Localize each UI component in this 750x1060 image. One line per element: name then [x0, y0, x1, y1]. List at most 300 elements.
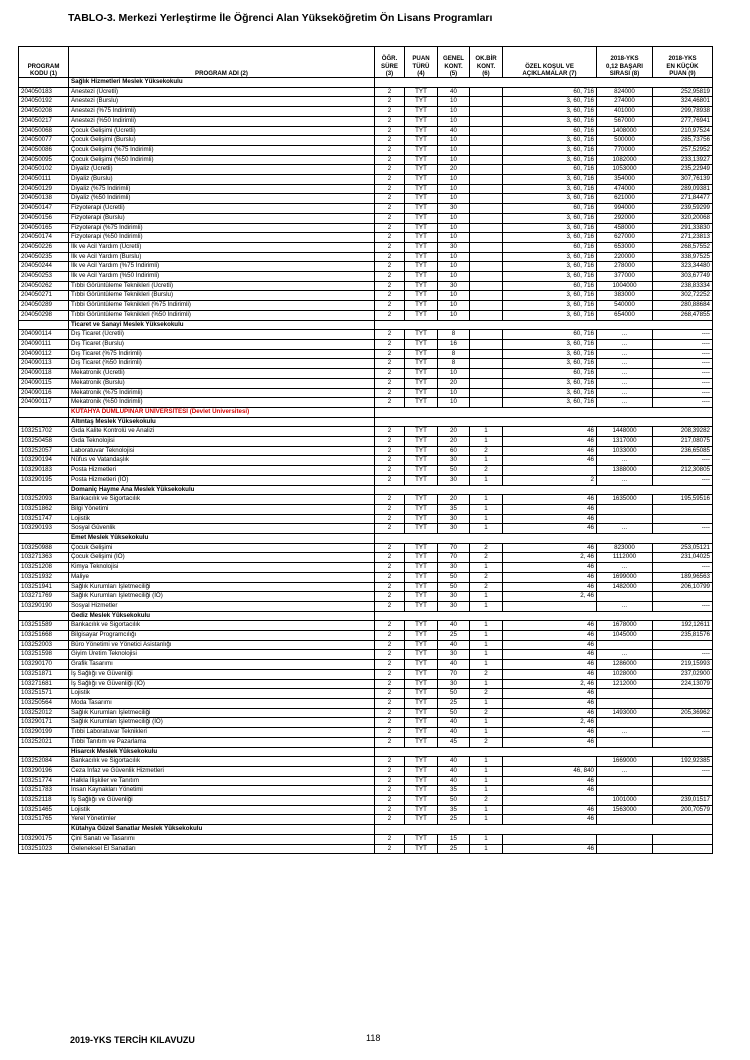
program-name: İlk ve Acil Yardım (%75 İndirimli) [69, 262, 375, 272]
table-row [19, 204, 713, 214]
program-code: 204090111 [19, 339, 69, 349]
success-rank: ... [597, 650, 653, 660]
program-name: Nüfus ve Vatandaşlık [69, 456, 375, 466]
special-conditions: 46 [503, 582, 597, 592]
general-quota: 70 [438, 669, 470, 679]
top-student-quota: 2 [470, 737, 503, 747]
duration: 2 [375, 796, 405, 806]
score-type: TYT [405, 504, 438, 514]
special-conditions: 46 [503, 640, 597, 650]
program-name: Laboratuvar Teknolojisi [69, 446, 375, 456]
success-rank: 994000 [597, 204, 653, 214]
school-name: Sağlık Hizmetleri Meslek Yüksekokulu [69, 78, 375, 88]
program-name: Yerel Yönetimler [69, 815, 375, 825]
program-name: Fizyoterapi (%75 İndirimli) [69, 223, 375, 233]
general-quota: 40 [438, 718, 470, 728]
duration: 2 [375, 213, 405, 223]
duration: 2 [375, 437, 405, 447]
success-rank: 567000 [597, 116, 653, 126]
min-score: ---- [653, 369, 713, 379]
school-name: Altıntaş Meslek Yüksekokulu [69, 417, 375, 427]
program-name: Çocuk Gelişimi (Burslu) [69, 136, 375, 146]
min-score: 324,46801 [653, 97, 713, 107]
success-rank [597, 699, 653, 709]
table-row [19, 242, 713, 252]
score-type: TYT [405, 524, 438, 534]
table-row [19, 223, 713, 233]
general-quota: 30 [438, 601, 470, 611]
header-text: OK.BİR [475, 55, 497, 63]
score-type: TYT [405, 330, 438, 340]
footer-guide-title: 2019-YKS TERCİH KILAVUZU [70, 1035, 195, 1045]
success-rank [597, 737, 653, 747]
program-code: 103290171 [19, 718, 69, 728]
score-type: TYT [405, 679, 438, 689]
score-type: TYT [405, 369, 438, 379]
top-student-quota: 1 [470, 766, 503, 776]
general-quota: 30 [438, 204, 470, 214]
duration: 2 [375, 184, 405, 194]
min-score: ---- [653, 766, 713, 776]
general-quota: 10 [438, 388, 470, 398]
duration: 2 [375, 650, 405, 660]
general-quota: 50 [438, 796, 470, 806]
general-quota: 40 [438, 126, 470, 136]
top-student-quota [470, 349, 503, 359]
score-type: TYT [405, 252, 438, 262]
success-rank: 823000 [597, 543, 653, 553]
special-conditions: 46 [503, 844, 597, 854]
success-rank [597, 815, 653, 825]
special-conditions: 2 [503, 475, 597, 485]
program-name: Çocuk Gelişimi (Ücretli) [69, 126, 375, 136]
special-conditions: 2, 46 [503, 679, 597, 689]
program-code: 103252003 [19, 640, 69, 650]
table-row [19, 427, 713, 437]
duration: 2 [375, 621, 405, 631]
min-score: ---- [653, 349, 713, 359]
header-text: EN KÜÇÜK [666, 62, 699, 70]
min-score [653, 737, 713, 747]
program-code: 103290194 [19, 456, 69, 466]
special-conditions: 2, 46 [503, 718, 597, 728]
score-type: TYT [405, 456, 438, 466]
success-rank [597, 776, 653, 786]
header-text: PROGRAM [27, 62, 60, 70]
success-rank: 1563000 [597, 805, 653, 815]
success-rank: ... [597, 601, 653, 611]
program-name: Çini Sanatı ve Tasarımı [69, 834, 375, 844]
special-conditions: 60, 716 [503, 87, 597, 97]
success-rank: 1112000 [597, 553, 653, 563]
special-conditions [503, 601, 597, 611]
table-row [19, 272, 713, 282]
top-student-quota [470, 165, 503, 175]
general-quota: 10 [438, 301, 470, 311]
min-score: 219,15993 [653, 660, 713, 670]
table-header-row [19, 47, 713, 78]
program-name: Kimya Teknolojisi [69, 563, 375, 573]
program-code: 204050086 [19, 145, 69, 155]
top-student-quota [470, 291, 503, 301]
success-rank: ... [597, 349, 653, 359]
program-code: 204050244 [19, 262, 69, 272]
score-type: TYT [405, 699, 438, 709]
empty-cell [19, 534, 69, 544]
general-quota: 10 [438, 155, 470, 165]
duration: 2 [375, 446, 405, 456]
min-score: 205,36962 [653, 708, 713, 718]
special-conditions [503, 796, 597, 806]
min-score: 299,78938 [653, 107, 713, 117]
general-quota: 30 [438, 524, 470, 534]
top-student-quota: 1 [470, 776, 503, 786]
top-student-quota: 1 [470, 631, 503, 641]
header-text: 2018-YKS [610, 55, 639, 63]
table-row [19, 233, 713, 243]
duration: 2 [375, 330, 405, 340]
duration: 2 [375, 524, 405, 534]
program-name: Bankacılık ve Sigortacılık [69, 757, 375, 767]
score-type: TYT [405, 446, 438, 456]
special-conditions: 46 [503, 660, 597, 670]
program-code: 204050235 [19, 252, 69, 262]
header-text: GENEL [443, 55, 464, 63]
min-score: 338,97525 [653, 252, 713, 262]
empty-cell [19, 407, 69, 417]
score-type: TYT [405, 776, 438, 786]
program-name: Fizyoterapi (%50 İndirimli) [69, 233, 375, 243]
table-row [19, 281, 713, 291]
table-row [19, 728, 713, 738]
program-code: 103251589 [19, 621, 69, 631]
duration: 2 [375, 776, 405, 786]
min-score: 236,65085 [653, 446, 713, 456]
program-code: 103251862 [19, 504, 69, 514]
empty-cell [19, 485, 69, 495]
general-quota: 10 [438, 136, 470, 146]
general-quota: 70 [438, 543, 470, 553]
top-student-quota: 2 [470, 446, 503, 456]
score-type: TYT [405, 97, 438, 107]
table-row [19, 388, 713, 398]
top-student-quota: 1 [470, 456, 503, 466]
header-basari [597, 47, 653, 78]
general-quota: 25 [438, 815, 470, 825]
min-score: 239,59299 [653, 204, 713, 214]
duration: 2 [375, 679, 405, 689]
duration: 2 [375, 136, 405, 146]
table-row [19, 175, 713, 185]
program-code: 103290170 [19, 660, 69, 670]
score-type: TYT [405, 107, 438, 117]
general-quota: 10 [438, 223, 470, 233]
table-row [19, 699, 713, 709]
table-row [19, 553, 713, 563]
top-student-quota [470, 175, 503, 185]
empty-cell [375, 825, 713, 835]
success-rank: 278000 [597, 262, 653, 272]
program-code: 204090115 [19, 378, 69, 388]
table-row [19, 757, 713, 767]
header-text: PUAN (9) [669, 69, 696, 77]
duration: 2 [375, 699, 405, 709]
top-student-quota: 1 [470, 699, 503, 709]
general-quota: 50 [438, 572, 470, 582]
program-name: Tıbbi Laboratuvar Teknikleri [69, 728, 375, 738]
top-student-quota: 1 [470, 679, 503, 689]
general-quota: 70 [438, 553, 470, 563]
min-score: 257,52952 [653, 145, 713, 155]
score-type: TYT [405, 184, 438, 194]
min-score: 208,39282 [653, 427, 713, 437]
success-rank: 1004000 [597, 281, 653, 291]
special-conditions: 3, 60, 716 [503, 145, 597, 155]
min-score: ---- [653, 388, 713, 398]
section-row [19, 78, 713, 88]
university-row [19, 407, 713, 417]
header-text: 0,12 BAŞARI [606, 62, 643, 70]
score-type: TYT [405, 553, 438, 563]
min-score: ---- [653, 359, 713, 369]
success-rank: 621000 [597, 194, 653, 204]
min-score: ---- [653, 650, 713, 660]
min-score [653, 592, 713, 602]
score-type: TYT [405, 339, 438, 349]
score-type: TYT [405, 766, 438, 776]
table-row [19, 563, 713, 573]
header-text: (6) [482, 69, 490, 77]
header-ozel [503, 47, 597, 78]
program-code: 204050156 [19, 213, 69, 223]
min-score: 271,23813 [653, 233, 713, 243]
program-code: 204050298 [19, 310, 69, 320]
top-student-quota: 1 [470, 514, 503, 524]
min-score: ---- [653, 563, 713, 573]
score-type: TYT [405, 116, 438, 126]
score-type: TYT [405, 378, 438, 388]
general-quota: 10 [438, 107, 470, 117]
program-name: Posta Hizmetleri [69, 466, 375, 476]
general-quota: 10 [438, 194, 470, 204]
special-conditions [503, 757, 597, 767]
program-name: Sosyal Güvenlik [69, 524, 375, 534]
program-name: İş Sağlığı ve Güvenliği [69, 669, 375, 679]
score-type: TYT [405, 543, 438, 553]
general-quota: 25 [438, 699, 470, 709]
program-name: Moda Tasarımı [69, 699, 375, 709]
special-conditions: 46 [503, 524, 597, 534]
score-type: TYT [405, 786, 438, 796]
special-conditions: 46 [503, 699, 597, 709]
program-code: 103251023 [19, 844, 69, 854]
special-conditions: 60, 716 [503, 369, 597, 379]
program-code: 103251465 [19, 805, 69, 815]
top-student-quota: 2 [470, 543, 503, 553]
program-code: 204090113 [19, 359, 69, 369]
school-name: Ticaret ve Sanayi Meslek Yüksekokulu [69, 320, 375, 330]
top-student-quota: 2 [470, 553, 503, 563]
top-student-quota [470, 87, 503, 97]
special-conditions: 60, 716 [503, 126, 597, 136]
general-quota: 30 [438, 592, 470, 602]
duration: 2 [375, 834, 405, 844]
special-conditions: 46 [503, 650, 597, 660]
min-score: 291,33830 [653, 223, 713, 233]
program-code: 204050217 [19, 116, 69, 126]
min-score [653, 834, 713, 844]
program-name: Lojistik [69, 805, 375, 815]
table-row [19, 495, 713, 505]
top-student-quota: 2 [470, 708, 503, 718]
min-score: ---- [653, 339, 713, 349]
score-type: TYT [405, 805, 438, 815]
program-name: Sağlık Kurumları İşletmeciliği (İÖ) [69, 718, 375, 728]
success-rank: 1053000 [597, 165, 653, 175]
program-code: 103250458 [19, 437, 69, 447]
table-row [19, 136, 713, 146]
special-conditions: 3, 60, 716 [503, 107, 597, 117]
success-rank: 1388000 [597, 466, 653, 476]
top-student-quota [470, 107, 503, 117]
header-name [69, 47, 375, 78]
success-rank: 770000 [597, 145, 653, 155]
general-quota: 20 [438, 495, 470, 505]
table-row [19, 601, 713, 611]
table-row [19, 737, 713, 747]
general-quota: 35 [438, 786, 470, 796]
top-student-quota [470, 233, 503, 243]
score-type: TYT [405, 796, 438, 806]
duration: 2 [375, 504, 405, 514]
table-row [19, 291, 713, 301]
table-row [19, 165, 713, 175]
score-type: TYT [405, 631, 438, 641]
table-row [19, 815, 713, 825]
min-score [653, 786, 713, 796]
min-score: 320,20068 [653, 213, 713, 223]
program-code: 103290195 [19, 475, 69, 485]
table-row [19, 349, 713, 359]
score-type: TYT [405, 834, 438, 844]
duration: 2 [375, 728, 405, 738]
table-row [19, 631, 713, 641]
table-row [19, 582, 713, 592]
general-quota: 16 [438, 339, 470, 349]
program-code: 204050208 [19, 107, 69, 117]
min-score: 224,13079 [653, 679, 713, 689]
special-conditions: 3, 60, 716 [503, 213, 597, 223]
min-score [653, 514, 713, 524]
special-conditions: 46 [503, 456, 597, 466]
program-code: 204050289 [19, 301, 69, 311]
score-type: TYT [405, 514, 438, 524]
score-type: TYT [405, 175, 438, 185]
table-row [19, 466, 713, 476]
program-code: 103251598 [19, 650, 69, 660]
program-name: İlk ve Acil Yardım (Burslu) [69, 252, 375, 262]
success-rank: 220000 [597, 252, 653, 262]
program-name: Sağlık Kurumları İşletmeciliği [69, 582, 375, 592]
table-row [19, 543, 713, 553]
program-name: Diyaliz (%75 İndirimli) [69, 184, 375, 194]
top-student-quota: 1 [470, 718, 503, 728]
program-code: 103251774 [19, 776, 69, 786]
header-text: (3) [385, 69, 394, 77]
table-row [19, 155, 713, 165]
duration: 2 [375, 339, 405, 349]
header-code [19, 47, 69, 78]
program-name: Posta Hizmetleri (İÖ) [69, 475, 375, 485]
duration: 2 [375, 145, 405, 155]
min-score: ---- [653, 475, 713, 485]
program-name: İş Sağlığı ve Güvenliği [69, 796, 375, 806]
general-quota: 30 [438, 514, 470, 524]
min-score: 268,57552 [653, 242, 713, 252]
program-name: Tıbbi Görüntüleme Teknikleri (%75 İndirimli) [69, 301, 375, 311]
top-student-quota [470, 242, 503, 252]
min-score: 192,12611 [653, 621, 713, 631]
program-code: 103250988 [19, 543, 69, 553]
header-text: KODU (1) [29, 69, 58, 77]
program-name: Lojistik [69, 689, 375, 699]
top-student-quota: 2 [470, 582, 503, 592]
success-rank [597, 504, 653, 514]
min-score: 280,88684 [653, 301, 713, 311]
success-rank [597, 514, 653, 524]
program-code: 204050102 [19, 165, 69, 175]
success-rank: 1448000 [597, 427, 653, 437]
general-quota: 10 [438, 175, 470, 185]
top-student-quota [470, 301, 503, 311]
score-type: TYT [405, 466, 438, 476]
top-student-quota: 1 [470, 504, 503, 514]
special-conditions: 3, 60, 716 [503, 272, 597, 282]
special-conditions: 3, 60, 716 [503, 262, 597, 272]
score-type: TYT [405, 136, 438, 146]
min-score: 238,83334 [653, 281, 713, 291]
special-conditions: 46 [503, 446, 597, 456]
table-row [19, 446, 713, 456]
special-conditions: 46 [503, 621, 597, 631]
special-conditions: 3, 60, 716 [503, 233, 597, 243]
general-quota: 40 [438, 757, 470, 767]
header-sure [375, 47, 405, 78]
duration: 2 [375, 718, 405, 728]
special-conditions: 3, 60, 716 [503, 155, 597, 165]
program-name: Giyim Üretim Teknolojisi [69, 650, 375, 660]
top-student-quota [470, 262, 503, 272]
success-rank: ... [597, 524, 653, 534]
top-student-quota: 2 [470, 796, 503, 806]
success-rank: 500000 [597, 136, 653, 146]
empty-cell [375, 320, 713, 330]
program-code: 103252057 [19, 446, 69, 456]
top-student-quota: 2 [470, 689, 503, 699]
special-conditions: 46, 840 [503, 766, 597, 776]
program-name: Mekatronik (%75 İndirimli) [69, 388, 375, 398]
table-row [19, 650, 713, 660]
program-code: 204050068 [19, 126, 69, 136]
top-student-quota [470, 145, 503, 155]
top-student-quota: 1 [470, 660, 503, 670]
program-name: Anestezi (%75 İndirimli) [69, 107, 375, 117]
min-score: ---- [653, 378, 713, 388]
special-conditions: 60, 716 [503, 242, 597, 252]
empty-cell [375, 747, 713, 757]
top-student-quota: 1 [470, 834, 503, 844]
empty-cell [19, 320, 69, 330]
